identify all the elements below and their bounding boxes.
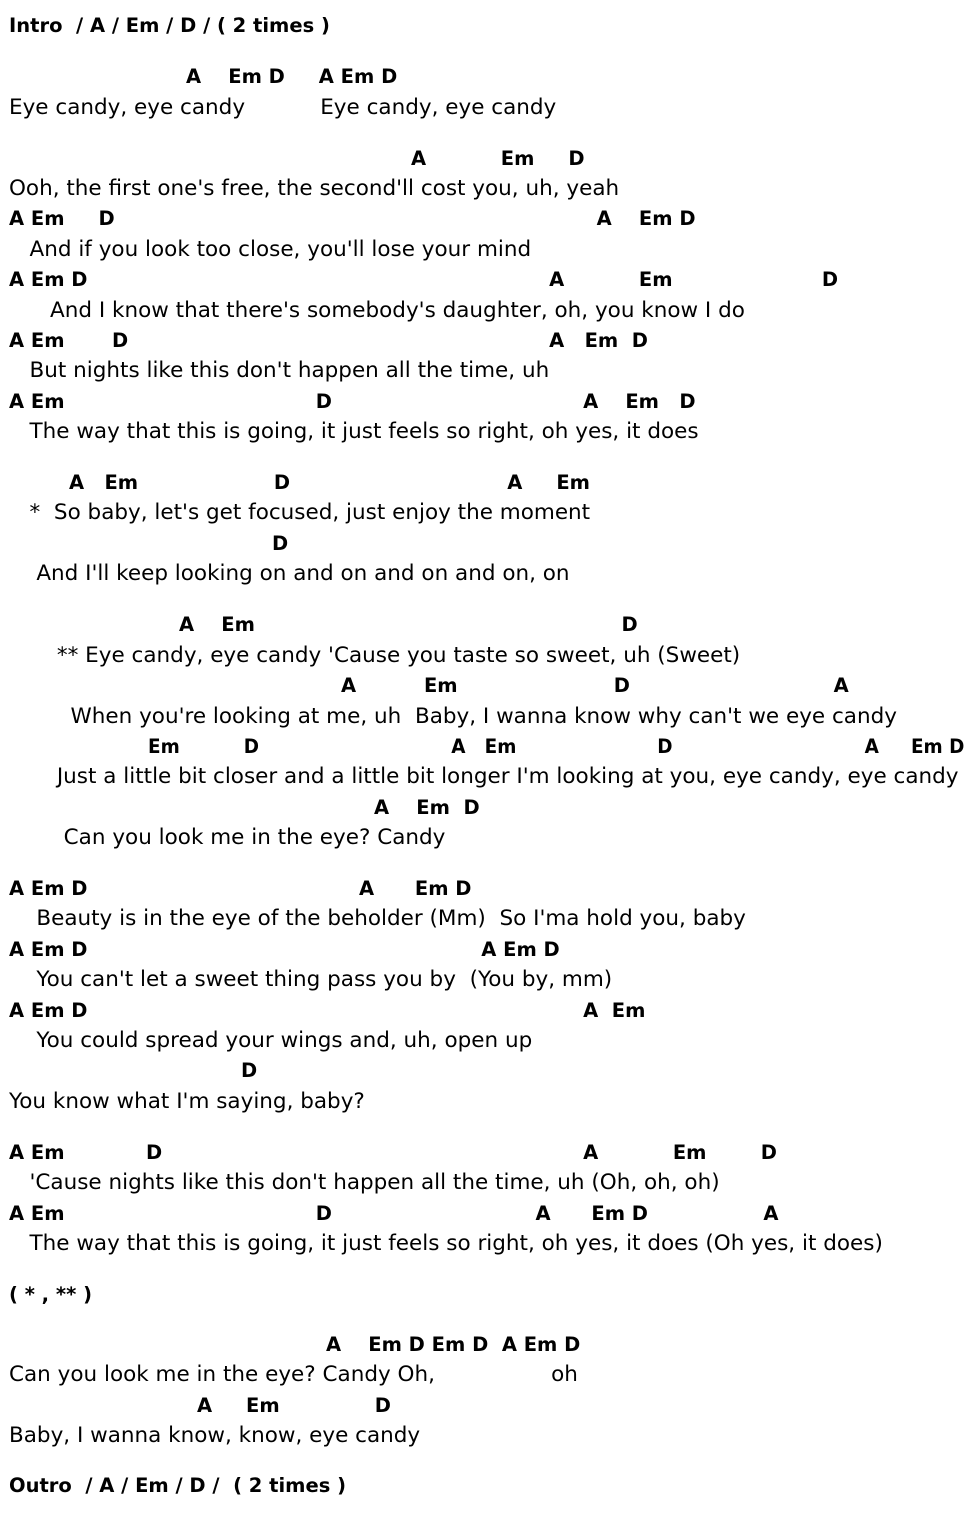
lyric-line: Beauty is in the eye of the beholder (Mm) So I'ma hold you, baby xyxy=(9,906,746,931)
chord-line: A Em D A Em D xyxy=(9,390,696,413)
chord-line: A Em D Em D A Em D xyxy=(326,1333,581,1356)
lyric-line: Can you look me in the eye? Candy xyxy=(9,825,446,850)
lyric-line: And I know that there's somebody's daughter, oh, you know I do xyxy=(9,298,745,323)
lyric-line: 'Cause nights like this don't happen all the time, uh (Oh, oh, oh) xyxy=(9,1170,720,1195)
chord-line: A Em D A Em xyxy=(9,999,646,1022)
lyric-line: Can you look me in the eye? Candy Oh, oh xyxy=(9,1362,578,1387)
lyric-line: You know what I'm saying, baby? xyxy=(9,1089,365,1114)
lyric-line: ** Eye candy, eye candy 'Cause you taste so sweet, uh (Sweet) xyxy=(9,643,741,668)
chord-line: A Em D A Em D xyxy=(9,268,839,291)
chord-line: A Em D xyxy=(179,613,638,636)
lyric-line: Eye candy, eye candy Eye candy, eye candy xyxy=(9,95,557,120)
chord-line: Em D A Em D A Em D xyxy=(148,735,965,758)
chord-line: A Em D A Em D xyxy=(9,329,648,352)
chord-line: A Em D xyxy=(411,147,585,170)
chord-line: D xyxy=(272,532,289,555)
outro-line: Outro / A / Em / D / ( 2 times ) xyxy=(9,1474,347,1497)
lyric-line: When you're looking at me, uh Baby, I wanna know why can't we eye candy xyxy=(9,704,897,729)
chord-line: A Em D A Em D xyxy=(9,207,696,230)
chord-line: A Em D A Em D xyxy=(9,877,472,900)
repeat-marker: ( * , ** ) xyxy=(9,1283,92,1306)
chord-line: A Em D A Em D xyxy=(9,938,560,961)
lyric-line: The way that this is going, it just feels so right, oh yes, it does (Oh yes, it does) xyxy=(9,1231,883,1256)
lyric-line: But nights like this don't happen all the time, uh xyxy=(9,358,550,383)
lyric-line: Just a little bit closer and a little bit longer I'm looking at you, eye candy, eye candy xyxy=(9,764,959,789)
chord-line: D xyxy=(241,1059,258,1082)
lyric-line: You can't let a sweet thing pass you by (You by, mm) xyxy=(9,967,613,992)
intro-line: Intro / A / Em / D / ( 2 times ) xyxy=(9,14,330,37)
chord-line: A Em D xyxy=(197,1394,391,1417)
lyric-line: You could spread your wings and, uh, open up xyxy=(9,1028,533,1053)
lyric-line: * So baby, let's get focused, just enjoy the moment xyxy=(9,500,591,525)
chord-line: A Em D A Em D A xyxy=(9,1202,779,1225)
lyric-line: And if you look too close, you'll lose your mind xyxy=(9,237,532,262)
lyric-line: Ooh, the first one's free, the second'll cost you, uh, yeah xyxy=(9,176,620,201)
chord-line: A Em D A xyxy=(341,674,849,697)
lyric-line: And I'll keep looking on and on and on and on, on xyxy=(9,561,570,586)
chord-line: A Em D A Em xyxy=(69,471,590,494)
lyric-line: The way that this is going, it just feels so right, oh yes, it does xyxy=(9,419,699,444)
chord-line: A Em D A Em D xyxy=(9,1141,777,1164)
chord-line: A Em D xyxy=(374,796,480,819)
lyric-line: Baby, I wanna know, know, eye candy xyxy=(9,1423,421,1448)
chord-line: A Em D A Em D xyxy=(186,65,398,88)
